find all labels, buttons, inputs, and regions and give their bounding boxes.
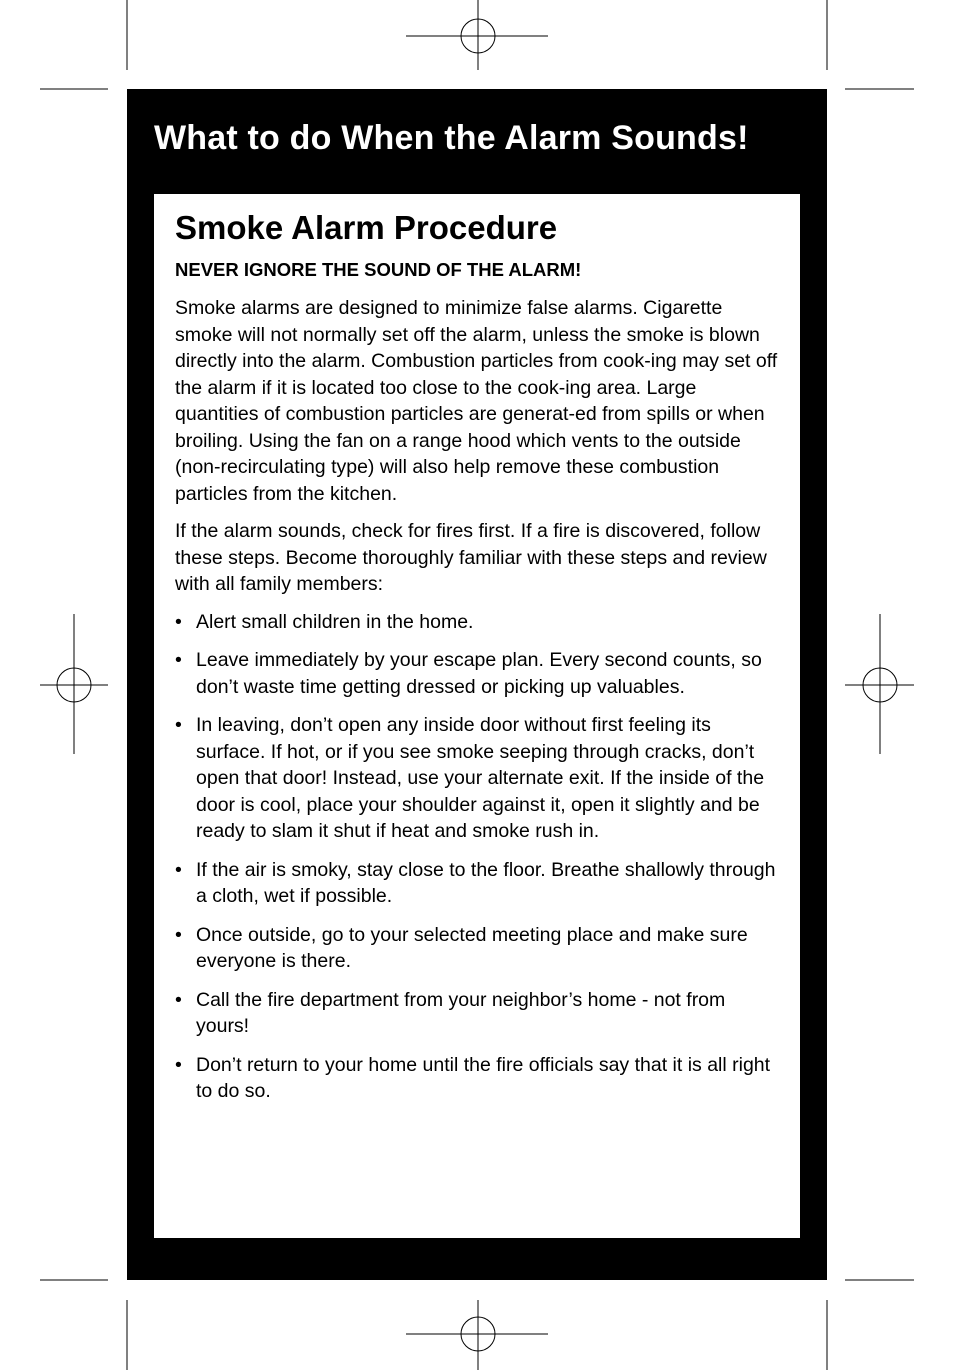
procedure-panel xyxy=(154,194,800,1238)
registration-mark-top xyxy=(406,0,548,70)
registration-mark-right xyxy=(845,614,914,754)
bullet-icon: • xyxy=(175,858,182,881)
bullet-icon: • xyxy=(175,1053,182,1076)
step-text: Leave immediately by your escape plan. Every second counts, so don’t waste time getting dressed or picking up valuables. xyxy=(196,649,762,698)
registration-mark-bottom xyxy=(406,1300,548,1370)
list-item xyxy=(175,647,781,700)
intro-paragraph: Smoke alarms are designed to minimize false alarms. Cigarette smoke will not normally set off the alarm, unless the smoke is blown directly into the alarm. Combustion particles from cook-ing may set off the alarm if it is located too close to the cook-ing area. Large quantities of combustion particles are generat-ed from spills or when broiling. Using the fan on a range hood which vents to the outside (non-recirculating type) will also help remove these combustion particles from the kitchen. xyxy=(175,297,778,505)
step-text: Don’t return to your home until the fire officials say that it is all right to do so. xyxy=(196,1053,771,1102)
bullet-icon: • xyxy=(175,649,182,671)
bullet-icon: • xyxy=(175,923,182,946)
step-text: In leaving, don’t open any inside door without first feeling its surface. If hot, or if you see smoke seeping through cracks, don’t open that door! Instead, use your alternate exit. If the inside of the door is cool, place your shoulder against it, open it slightly and be ready to slam it shut if heat and smoke rush in. xyxy=(196,714,765,842)
bullet-icon: • xyxy=(175,988,182,1011)
procedure-content xyxy=(175,206,781,1117)
list-item xyxy=(175,987,781,1040)
bullet-icon: • xyxy=(175,610,182,633)
alarm-instructions-card xyxy=(127,89,827,1280)
list-item xyxy=(175,712,781,845)
steps-list xyxy=(175,609,781,1105)
page-title: What to do When the Alarm Sounds! xyxy=(154,119,749,157)
step-text: If the air is smoky, stay close to the floor. Breathe shallowly through a cloth, wet if possible. xyxy=(196,858,776,907)
bullet-icon: • xyxy=(175,714,182,736)
step-text: Once outside, go to your selected meeting place and make sure everyone is there. xyxy=(196,923,748,972)
step-text: Alert small children in the home. xyxy=(196,610,474,633)
list-item xyxy=(175,857,781,910)
list-item xyxy=(175,922,781,975)
registration-mark-left xyxy=(40,614,108,754)
section-title: Smoke Alarm Procedure xyxy=(175,209,558,246)
instructions-paragraph: If the alarm sounds, check for fires first. If a fire is discovered, follow these steps. Become thoroughly familiar with these steps and review with all family members: xyxy=(175,520,767,595)
list-item xyxy=(175,609,781,636)
warning-text: NEVER IGNORE THE SOUND OF THE ALARM! xyxy=(175,259,582,280)
list-item xyxy=(175,1052,781,1105)
step-text: Call the fire department from your neighbor’s home - not from yours! xyxy=(196,988,726,1037)
